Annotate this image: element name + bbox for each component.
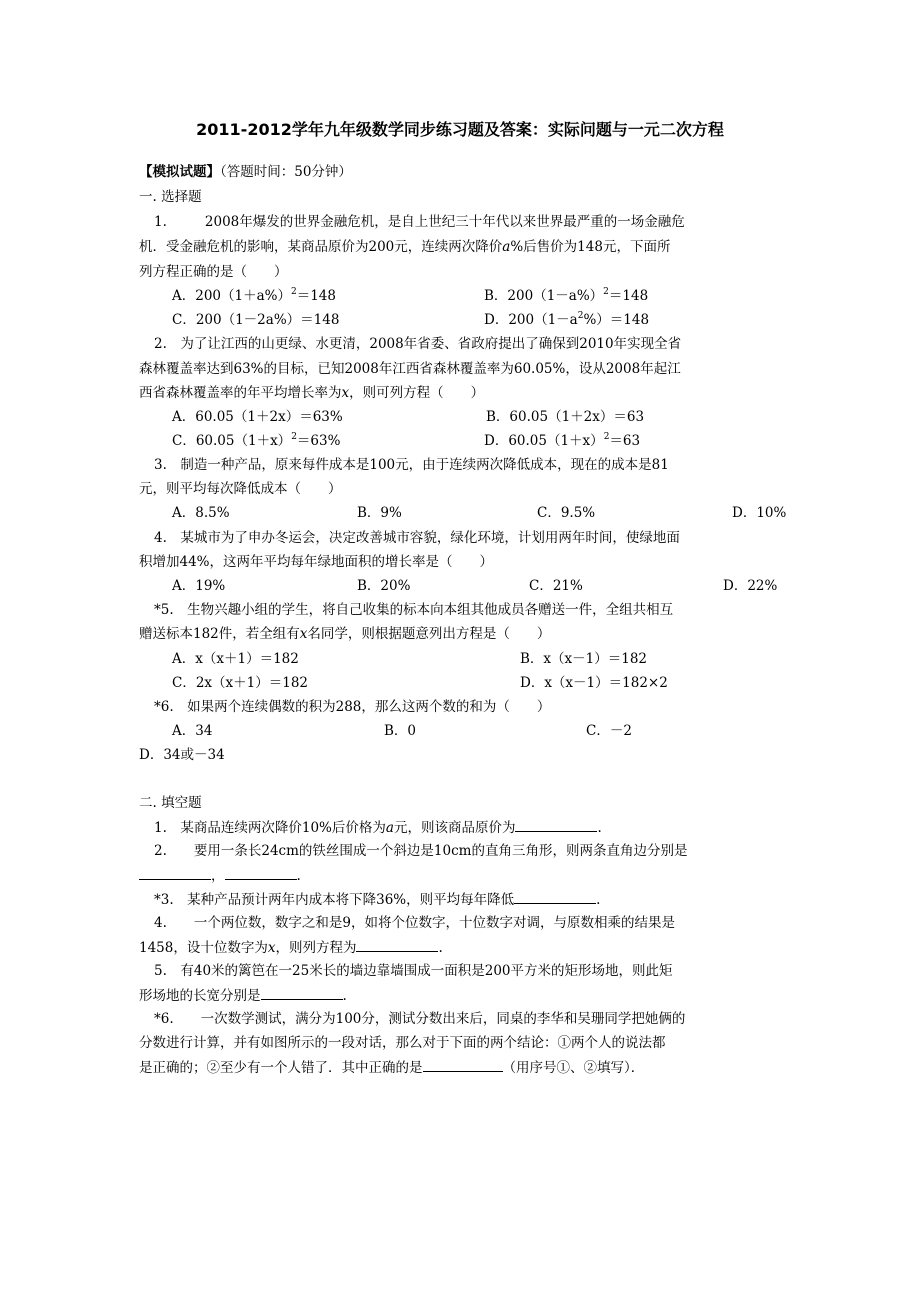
q4-option-a: A．19% <box>172 578 226 594</box>
q1-line1 <box>154 212 685 232</box>
q2-d-text: D．60.05（1＋x） <box>484 433 604 449</box>
q5-line1: *5. 生物兴趣小组的学生，将自己收集的标本向本组其他成员各赠送一件，全组共相互 <box>154 602 674 618</box>
q1-line3: 列方程正确的是（ ） <box>139 264 288 280</box>
q2-var: x <box>341 385 350 401</box>
q1-a-exp: 2 <box>290 287 297 297</box>
q1-line2-end: %后售价为148元，下面所 <box>510 239 671 255</box>
fill-q6-line3 <box>139 1057 644 1078</box>
fill-q2-line1: 2. 要用一条长24cm的铁丝围成一个斜边是10cm的直角三角形，则两条直角边分别是 <box>154 843 688 859</box>
q2-option-c <box>172 431 340 451</box>
q5-option-c: C．2x（x＋1）＝182 <box>172 675 309 691</box>
q5-var: x <box>299 626 308 642</box>
q5-option-b: B．x（x－1）＝182 <box>520 651 648 667</box>
q2-d-exp: 2 <box>603 432 610 442</box>
fill-q5-line1: 5. 有40米的篱笆在一25米长的墙边靠墙围成一面积是200平方米的矩形场地，则此矩 <box>154 963 673 979</box>
q1-text: 2008年爆发的世界金融危机，是自上世纪三十年代以来世界最严重的一场金融危 <box>204 214 685 230</box>
fill-q3-end: . <box>596 892 601 908</box>
fill-q2-end: . <box>296 868 301 884</box>
page-title: 2011-2012学年九年级数学同步练习题及答案：实际问题与一元二次方程 <box>196 120 724 139</box>
q1-d-text: D．200（1－a <box>484 312 578 328</box>
section1-heading: 一. 选择题 <box>139 189 202 205</box>
fill-q4-line1: 4. 一个两位数，数字之和是9，如将个位数字，十位数字对调，与原数相乘的结果是 <box>154 915 675 931</box>
q2-d-end: ＝63 <box>609 433 641 449</box>
q3-option-c: C．9.5% <box>537 505 596 521</box>
q3-option-d: D．10% <box>732 505 787 521</box>
q1-a-eq: ＝148 <box>296 288 336 304</box>
q1-option-d <box>484 310 649 330</box>
answer-blank[interactable] <box>139 865 211 880</box>
q4-option-c: C．21% <box>529 578 583 594</box>
q2-line3 <box>139 383 484 403</box>
q3-line2: 元，则平均每次降低成本（ ） <box>139 481 342 497</box>
exam-label: 【模拟试题】 <box>139 164 220 180</box>
q3-option-b: B．9% <box>357 505 402 521</box>
q2-option-a: A．60.05（1＋2x）＝63% <box>172 409 343 425</box>
fill-q4-line2 <box>139 937 443 958</box>
q6-option-d: D．34或－34 <box>139 747 225 763</box>
fill-q5-end: . <box>342 988 347 1004</box>
answer-blank[interactable] <box>514 889 596 904</box>
q6-option-c: C．－2 <box>586 723 632 739</box>
q4-line2: 积增加44%，这两年平均每年绿地面积的增长率是（ ） <box>139 554 494 570</box>
q1-option-b <box>484 286 648 306</box>
q4-option-d: D．22% <box>723 578 778 594</box>
q1-num: 1. <box>154 214 167 230</box>
q2-c-exp: 2 <box>291 432 297 442</box>
q5-line2 <box>139 624 550 644</box>
fill-q6-line3-a: 是正确的；②至少有一个人错了．其中正确的是 <box>139 1060 423 1076</box>
q3-option-a: A．8.5% <box>172 505 230 521</box>
answer-blank[interactable] <box>356 937 438 952</box>
q1-d-end: %）＝148 <box>583 312 650 328</box>
q2-line1: 2. 为了让江西的山更绿、水更清，2008年省委、省政府提出了确保到2010年实现全省 <box>154 336 682 352</box>
fill-q4-var: x <box>267 940 276 956</box>
answer-blank[interactable] <box>515 817 597 832</box>
q2-option-b: B．60.05（1＋2x）＝63 <box>486 409 645 425</box>
q6-option-a: A．34 <box>172 723 213 739</box>
fill-q2-sep: ， <box>211 868 225 884</box>
fill-q4-end: . <box>438 940 443 956</box>
q1-b-text: B．200（1－a%） <box>484 288 604 304</box>
q6-option-b: B．0 <box>384 723 417 739</box>
answer-blank[interactable] <box>423 1057 503 1072</box>
q2-line2: 森林覆盖率达到63%的目标，已知2008年江西省森林覆盖率为60.05%，设从2008年起江 <box>139 361 681 377</box>
q1-a-text: A．200（1＋a%） <box>172 288 291 304</box>
q5-option-a: A．x（x＋1）＝182 <box>172 651 299 667</box>
exam-time: （答题时间：50分钟） <box>220 164 352 180</box>
answer-blank[interactable] <box>261 985 343 1000</box>
q1-option-c: C．200（1－2a%）＝148 <box>172 312 340 328</box>
q2-c-text: C．60.05（1＋x） <box>172 433 292 449</box>
fill-q1-a: 1. 某商品连续两次降价10%后价格为 <box>154 820 386 836</box>
q5-line2-b: 名同学，则根据题意列出方程是（ ） <box>307 626 551 642</box>
q2-c-end: ＝63% <box>296 433 341 449</box>
fill-q4-line2-b: ，则列方程为 <box>275 940 357 956</box>
fill-q3-a: *3. 某种产品预计两年内成本将下降36%，则平均每年降低 <box>154 892 515 908</box>
fill-q6-line3-b: （用序号①、②填写）． <box>502 1060 645 1076</box>
q6-line1: *6. 如果两个连续偶数的积为288，那么这两个数的和为（ ） <box>154 699 551 715</box>
fill-q1-b: 元，则该商品原价为 <box>393 820 516 836</box>
section2-heading: 二. 填空题 <box>139 795 202 811</box>
q5-line2-a: 赠送标本182件，若全组有 <box>139 626 300 642</box>
q4-option-b: B．20% <box>357 578 411 594</box>
q1-option-a <box>172 286 336 306</box>
q1-var: a <box>502 239 511 255</box>
fill-q5-line2 <box>139 985 347 1006</box>
fill-q1-end: . <box>597 820 602 836</box>
q2-line3-b: ，则可列方程（ ） <box>349 385 485 401</box>
q2-line3-a: 西省森林覆盖率的年平均增长率为 <box>139 385 342 401</box>
fill-q6-line2: 分数进行计算，并有如图所示的一段对话，那么对于下面的两个结论：①两个人的说法都 <box>139 1035 666 1051</box>
q4-line1: 4. 某城市为了申办冬运会，决定改善城市容貌，绿化环境，计划用两年时间，使绿地面 <box>154 530 680 546</box>
fill-q3 <box>154 889 600 910</box>
fill-q5-line2-a: 形场地的长宽分别是 <box>139 988 261 1004</box>
fill-q2-line2 <box>139 865 301 886</box>
q1-d-exp: 2 <box>577 311 584 321</box>
fill-q1 <box>154 817 602 838</box>
q3-line1: 3. 制造一种产品，原来每件成本是100元，由于连续两次降低成本，现在的成本是81 <box>154 457 669 473</box>
fill-q6-line1: *6. 一次数学测试，满分为100分，测试分数出来后，同桌的李华和吴珊同学把她俩的 <box>154 1011 686 1027</box>
q1-b-exp: 2 <box>603 287 609 297</box>
exam-header <box>139 162 352 182</box>
fill-q1-var: a <box>385 820 394 836</box>
q1-line2 <box>139 237 670 257</box>
fill-q4-line2-a: 1458，设十位数字为 <box>139 940 268 956</box>
q2-option-d <box>484 431 640 451</box>
answer-blank[interactable] <box>225 865 297 880</box>
q1-b-eq: ＝148 <box>608 288 649 304</box>
q5-option-d: D．x（x－1）＝182×2 <box>520 675 668 691</box>
q1-line2-text: 机．受金融危机的影响，某商品原价为200元，连续两次降价 <box>139 239 503 255</box>
